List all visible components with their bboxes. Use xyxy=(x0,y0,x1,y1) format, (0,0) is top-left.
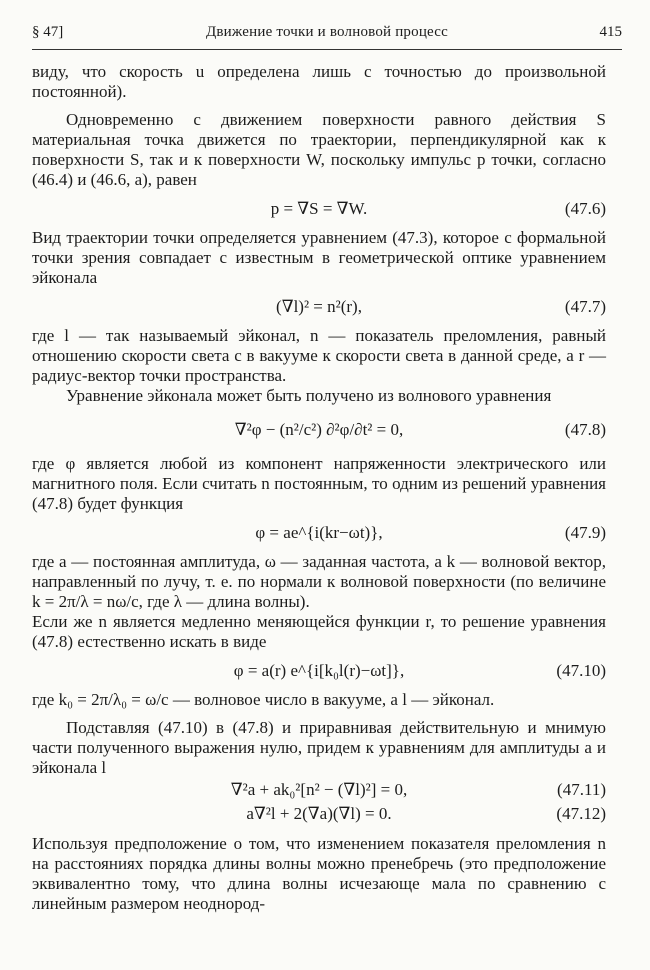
paragraph-6: где φ является любой из компонент напряженности электрического или магнитного поля. Если считать n постоянным, то одним из решений уравнения (47.8) будет функция xyxy=(32,454,606,513)
section-label: § 47] xyxy=(32,24,64,40)
paragraph-10: Подставляя (47.10) в (47.8) и приравнивая действительную и мнимую части полученного выражения нулю, придем к уравнениям для амплитуды a и эйконала l xyxy=(32,718,606,777)
equation-expression: ∇²a + ak₀²[n² − (∇l)²] = 0, xyxy=(230,780,408,799)
equation-expression: φ = a(r) e^{i[k₀l(r)−ωt]}, xyxy=(233,661,405,680)
equation-47-8 xyxy=(32,408,606,452)
equation-47-12 xyxy=(32,802,606,826)
header-rule xyxy=(32,49,622,50)
equation-47-10 xyxy=(32,654,606,688)
paragraph-4: где l — так называемый эйконал, n — показатель преломления, равный отношению скорости света c в вакууме к скорости света в данной среде, а r — радиус-вектор точки пространства. xyxy=(32,326,606,385)
equation-expression: ∇²φ − (n²/c²) ∂²φ/∂t² = 0, xyxy=(234,420,404,439)
equation-47-11 xyxy=(32,778,606,802)
paragraph-1: виду, что скорость u определена лишь с точностью до произвольной постоянной). xyxy=(32,62,606,101)
equation-47-7 xyxy=(32,290,606,324)
equation-number: (47.9) xyxy=(564,523,606,542)
equation-expression: p = ∇S = ∇W. xyxy=(270,199,368,218)
equation-number: (47.7) xyxy=(564,297,606,316)
paragraph-2: Одновременно с движением поверхности равного действия S материальная точка движется по траектории, перпендикулярной как к поверхности S, так и к поверхности W, поскольку импульс p точки, согласно (46.4) и (46.6, а), равен xyxy=(32,110,606,189)
equation-expression: φ = ae^{i(kr−ωt)}, xyxy=(255,523,383,542)
equation-expression: (∇l)² = n²(r), xyxy=(276,297,362,316)
equation-number: (47.8) xyxy=(564,420,606,439)
paragraph-11: Используя предположение о том, что изменением показателя преломления n на расстояниях порядка длины волны можно пренебречь (это предположение эквивалентно тому, что длина волны исчезающе мала по сравнению с линейным размером неоднород- xyxy=(32,834,606,913)
equation-47-6 xyxy=(32,192,606,226)
paragraph-8: Если же n является медленно меняющейся функции r, то решение уравнения (47.8) естественно искать в виде xyxy=(32,612,606,651)
equation-expression: a∇²l + 2(∇a)(∇l) = 0. xyxy=(246,804,392,823)
equation-47-9 xyxy=(32,516,606,550)
paragraph-3: Вид траектории точки определяется уравнением (47.3), которое с формальной точки зрения совпадает с известным в геометрической оптике уравнением эйконала xyxy=(32,228,606,287)
paragraph-7: где a — постоянная амплитуда, ω — заданная частота, а k — волновой вектор, направленный по лучу, т. е. по нормали к волновой поверхности (по величине k = 2π/λ = nω/c, где λ — длина волны). xyxy=(32,552,606,611)
paragraph-5: Уравнение эйконала может быть получено из волнового уравнения xyxy=(66,386,552,405)
equation-number: (47.11) xyxy=(557,780,606,799)
equation-number: (47.10) xyxy=(556,661,606,680)
header-title: Движение точки и волновой процесс xyxy=(205,24,449,40)
equation-number: (47.12) xyxy=(556,804,606,823)
equation-number: (47.6) xyxy=(564,199,606,218)
page-number: 415 xyxy=(599,24,622,40)
paragraph-9: где k₀ = 2π/λ₀ = ω/c — волновое число в вакууме, а l — эйконал. xyxy=(32,690,495,709)
running-header xyxy=(32,20,622,48)
page-body xyxy=(32,62,606,914)
